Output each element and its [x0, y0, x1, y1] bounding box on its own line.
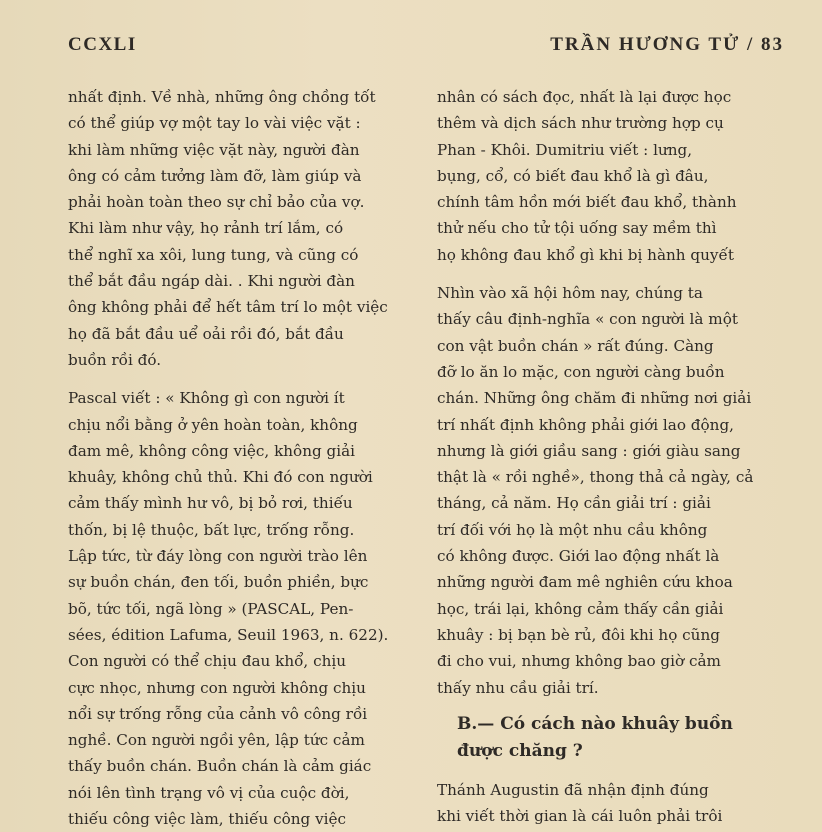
text-line: khi làm những việc vặt này, người đàn: [68, 140, 360, 159]
text-line: có thể giúp vợ một tay lo vài việc vặt :: [68, 114, 361, 133]
text-line: thật là « rồi nghề», thong thả cả ngày, cả: [437, 468, 754, 487]
text-line: phải hoàn toàn theo sự chỉ bảo của vợ.: [68, 193, 365, 212]
text-line: tháng, cả năm. Họ cần giải trí : giải: [437, 494, 711, 513]
text-line: Nhìn vào xã hội hôm nay, chúng ta: [437, 284, 703, 303]
text-line: cảm thấy mình hư vô, bị bỏ rơi, thiếu: [68, 494, 353, 513]
page-header: [68, 32, 784, 60]
text-line: những người đam mê nghiên cứu khoa: [437, 573, 733, 592]
right-column: [437, 84, 789, 829]
text-line: Pascal viết : « Không gì con người ít: [68, 389, 345, 408]
text-line: họ không đau khổ gì khi bị hành quyết: [437, 245, 734, 264]
text-line: thêm và dịch sách như trường hợp cụ: [437, 114, 724, 133]
text-line: nhân có sách đọc, nhất là lại được học: [437, 88, 732, 106]
left-column: [68, 84, 416, 832]
text-line: trí đối với họ là một nhu cầu không: [437, 520, 708, 539]
text-line: sự buồn chán, đen tối, buồn phiền, bực: [68, 573, 369, 592]
text-line: chính tâm hồn mới biết đau khổ, thành: [437, 193, 737, 212]
text-line: Lập tức, từ đáy lòng con người trào lên: [68, 547, 368, 566]
text-line: có không được. Giới lao động nhất là: [437, 547, 720, 566]
text-line: thấy nhu cầu giải trí.: [437, 678, 599, 697]
text-line: chịu nổi bằng ở yên hoàn toàn, không: [68, 415, 358, 434]
text-line: thấy buồn chán. Buồn chán là cảm giác: [68, 757, 372, 776]
text-line: đi cho vui, nhưng không bao giờ cảm: [437, 652, 721, 671]
text-line: nhất định. Về nhà, những ông chồng tốt: [68, 88, 376, 106]
text-line: ông có cảm tưởng làm đỡ, làm giúp và: [68, 166, 362, 185]
text-line: khi viết thời gian là cái luôn phải trôi: [437, 807, 723, 826]
text-line: buồn rồi đó.: [68, 350, 162, 369]
paragraph-gap: [68, 373, 416, 385]
text-line: con vật buồn chán » rất đúng. Càng: [437, 336, 714, 355]
text-line: đam mê, không công việc, không giải: [68, 441, 356, 460]
text-line: thể nghĩ xa xôi, lung tung, và cũng có: [68, 245, 359, 264]
text-line: nổi sự trống rỗng của cảnh vô công rồi: [68, 704, 368, 723]
text-line: trí nhất định không phải giới lao động,: [437, 415, 735, 434]
text-line: Con người có thể chịu đau khổ, chịu: [68, 652, 347, 671]
text-line: chán. Những ông chăm đi những nơi giải: [437, 389, 752, 408]
text-line: thiếu công việc làm, thiếu công việc: [68, 810, 347, 829]
text-line: bụng, cổ, có biết đau khổ là gì đâu,: [437, 166, 709, 185]
text-line: thử nếu cho tử tội uống say mềm thì: [437, 219, 717, 238]
text-line: bõ, tức tối, ngã lòng » (PASCAL, Pen-: [68, 599, 354, 618]
section-heading: [437, 711, 789, 765]
text-line: họ đã bắt đầu uể oải rồi đó, bắt đầu: [68, 324, 344, 343]
section-heading-line-1: B.— Có cách nào khuây buồn: [457, 713, 733, 734]
paragraph-gap: [437, 765, 789, 777]
text-line: nhưng là giới giầu sang : giới giàu sang: [437, 441, 741, 460]
text-line: nói lên tình trạng vô vị của cuộc đời,: [68, 783, 350, 802]
text-line: khuây : bị bạn bè rủ, đôi khi họ cũng: [437, 625, 720, 644]
text-line: sées, édition Lafuma, Seuil 1963, n. 622).: [68, 625, 389, 644]
section-heading-line-2: được chăng ?: [457, 740, 583, 761]
text-line: thấy câu định-nghĩa « con người là một: [437, 310, 738, 329]
chapter-number: CCXLI: [68, 34, 137, 55]
text-line: nghề. Con người ngồi yên, lập tức cảm: [68, 731, 365, 750]
paragraph-gap: [437, 268, 789, 280]
text-line: khuây, không chủ thủ. Khi đó con người: [68, 468, 373, 487]
text-line: cực nhọc, nhưng con người không chịu: [68, 678, 366, 697]
text-line: học, trái lại, không cảm thấy cần giải: [437, 599, 724, 618]
text-line: thể bắt đầu ngáp dài. . Khi người đàn: [68, 272, 355, 291]
text-line: Phan - Khôi. Dumitriu viết : lưng,: [437, 140, 693, 159]
text-line: thốn, bị lệ thuộc, bất lực, trống rỗng.: [68, 520, 355, 539]
text-line: Thánh Augustin đã nhận định đúng: [437, 780, 709, 799]
text-line: đỡ lo ăn lo mặc, con người càng buồn: [437, 362, 725, 381]
text-line: Khi làm như vậy, họ rảnh trí lắm, có: [68, 219, 344, 238]
running-title: TRẦN HƯƠNG TỬ / 83: [550, 34, 784, 55]
text-line: ông không phải để hết tâm trí lo một việc: [68, 298, 388, 317]
